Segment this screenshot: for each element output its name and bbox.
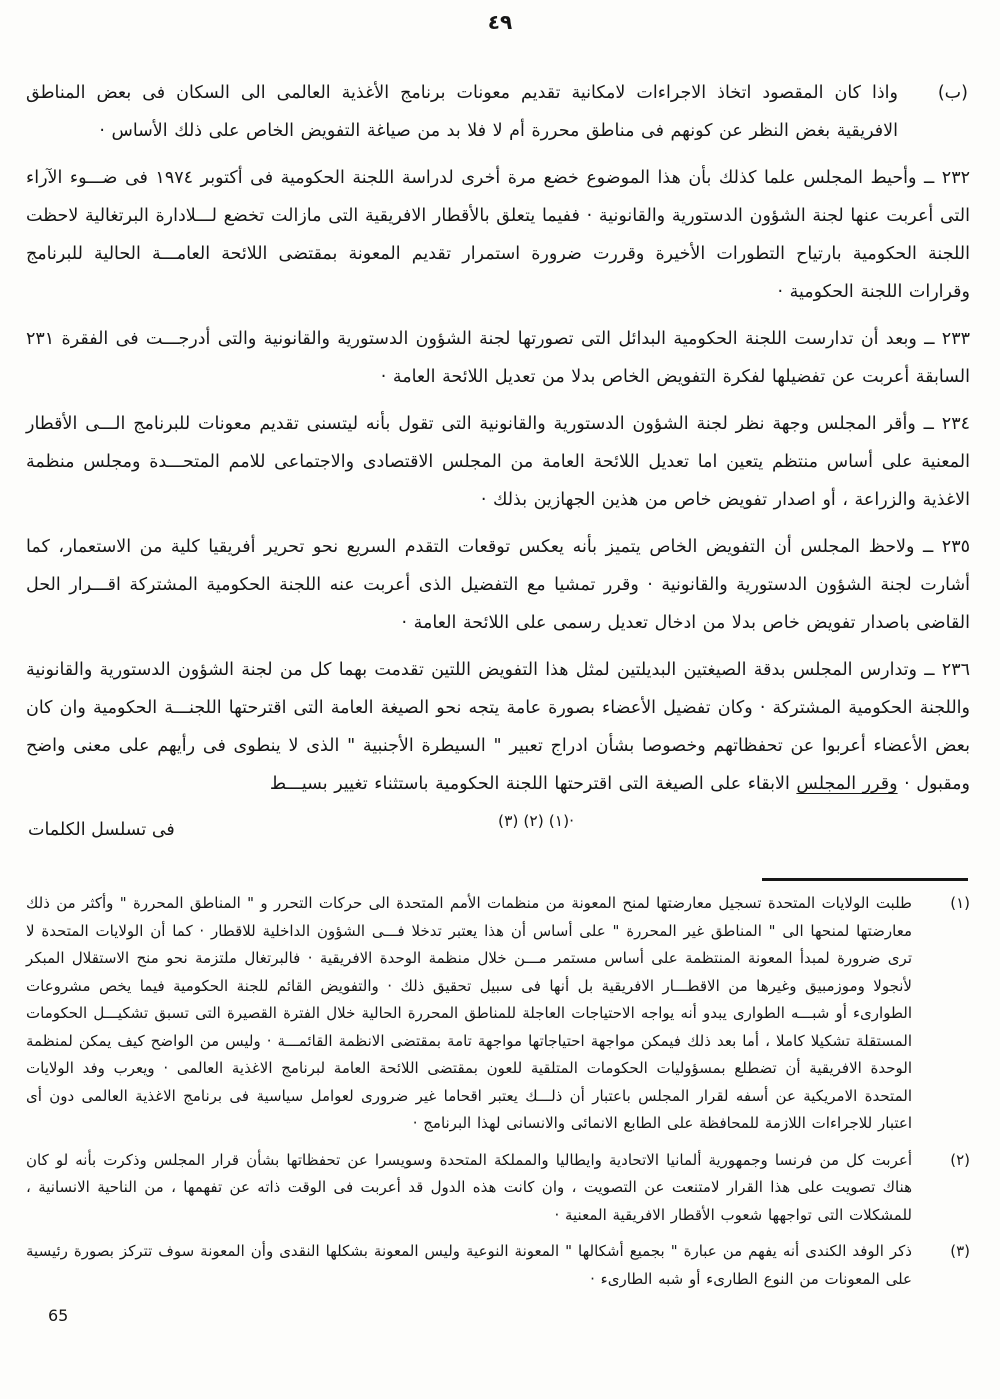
paragraph-236-last-line: [26, 812, 970, 848]
footnote-reference-markers: ·(١) (٢) (٣): [498, 812, 575, 830]
paragraph-236-last-line-text: فى تسلسل الكلمات: [28, 820, 175, 840]
paragraph-item-b: [26, 74, 970, 150]
paragraph-236-underlined-phrase: وقرر المجلس: [796, 774, 898, 794]
paragraph-233: ٢٣٣ ــ وبعد أن تدارست اللجنة الحكومية البدائل التى تصورتها لجنة الشؤون الدستورية والقانونية والتى أدرجـــت فى الفقرة ٢٣١ السابقة أعربت عن تفضيلها لفكرة التفويض الخاص بدلا من تعديل اللائحة العامة ·: [26, 329, 970, 387]
footnote-1: [26, 890, 970, 1138]
paragraph-235: ٢٣٥ ــ ولاحظ المجلس أن التفويض الخاص يتميز بأنه يعكس توقعات التقدم السريع نحو تحرير أفريقيا كلية من الاستعمار، كما أشارت لجنة الشؤون الدستورية والقانونية · وقرر تمشيا مع التفضيل الذى أعربت عنه اللجنة الحكومية المشتركة اقـــرار الحل القاضى باصدار تفويض خاص بدلا من ادخال تعديل رسمى على اللائحة العامة ·: [26, 537, 970, 633]
paragraph-234: ٢٣٤ ــ وأقر المجلس وجهة نظر لجنة الشؤون الدستورية والقانونية التى تقول بأنه ليتسنى تقديم معونات للبرنامج الـــى الأقطار المعنية على أساس منتظم يتعين اما تعديل اللائحة العامة من المجلس الاقتصادى والاجتماعى للامم المتحـــدة ومجلس منظمة الاغذية والزراعة ، أو اصدار تفويض خاص من هذين الجهازين بذلك ·: [26, 414, 970, 510]
footnote-3-marker: (٣): [950, 1242, 970, 1260]
document-body: [26, 74, 970, 848]
footnote-1-text: طلبت الولايات المتحدة تسجيل معارضتها لمنح المعونة من منظمات الأمم المتحدة الى حركات التحرر و " المناطق المحررة " وأكثر من ذلك معارضتها لمنحها الى " المناطق غير المحررة " على أساس أن هذا يعتبر تدخلا فـــى الشؤون الداخلية للاقطار · كما أن الولايات المتحدة لا ترى ضرورة لمبدأ المعونة المنتظمة على أساس مستمر مـــن خلال منظمة الوحدة الافريقية · فالبرتغال ملتزمة نحو منح الاستقلال المبكر لأنجولا وموزمبيق وغيرها من الاقطـــار الافريقية بل أنها فى سبيل تحقيق ذلك · والتفويض القائم للجنة الحكومية فيما يخص مشروعات الطوارىء أو شبـــه الطوارى يبدو أنه يواجه الاحتياجات العاجلة للمناطق المحررة الحالية خلال الفترة القصيرة التى تسبق تشكيـــل الحكومات المستقلة تشكيلا كاملا ، أما بعد ذلك فيمكن مواجهة احتياجاتها مواجهة تامة بمقتضى الانظمة القائمـــة · وليس من الواضح كيف يمكن لمنظمة الوحدة الافريقية أن تضطلع بمسؤوليات الحكومات المتلقية للعون بمقتضى اللائحة العامة لبرنامج الاغذية العالمى · ويعرب وفد الولايات المتحدة الامريكية عن أسفه لقرار المجلس باعتبار أن ذلـــك يعتبر اقحاما غير ضرورى لعوامل سياسية فى برنامج الاغذية العالمى دون أى اعتبار للاجراءات اللازمة للمحافظة على الطابع الانمائى والانسانى لهذا البرنامج ·: [26, 894, 912, 1132]
footnote-2: [26, 1147, 970, 1230]
paragraph-item-b-marker: (ب): [937, 83, 968, 103]
paragraph-item-b-text: واذا كان المقصود اتخاذ الاجراءات لامكانية تقديم معونات برنامج الأغذية العالمى الى السكان فى بعض المناطق الافريقية بغض النظر عن كونهم فى مناطق محررة أم لا فلا بد من صياغة التفويض الخاص على ذلك الأساس ·: [26, 83, 898, 141]
bottom-page-number: 65: [48, 1306, 69, 1325]
footnote-2-marker: (٢): [950, 1150, 970, 1169]
footnote-1-marker: (١): [950, 894, 970, 912]
paragraph-236: [26, 651, 970, 803]
paragraph-236-text-before: ٢٣٦ ــ وتدارس المجلس بدقة الصيغتين البديلتين لمثل هذا التفويض اللتين تقدمت بهما كل من لجنة الشؤون الدستورية والقانونية واللجنة الحكومية المشتركة · وكان تفضيل الأعضاء بصورة عامة يتجه نحو الصيغة العامة التى اقترحتها اللجنـــة الحكومية وان كان بعض الأعضاء أعربوا عن تحفظاتهم وخصوصا بشأن ادراج تعبير " السيطرة الأجنبية " الذى لا ينطوى فى رأيهم على معنى واضح ومقبول ·: [26, 660, 970, 794]
footnote-3: [26, 1238, 970, 1293]
top-page-number: ٤٩: [487, 10, 513, 34]
footnote-separator-rule: [762, 878, 968, 881]
footnote-2-text: أعربت كل من فرنسا وجمهورية ألمانيا الاتحادية وايطاليا والمملكة المتحدة وسويسرا عن تحفظاتها بشأن قرار المجلس وذكرت بأنه لو كان هناك تصويت على هذا القرار لامتنعت عن التصويت ، وان كانت هذه الدول قد أعربت فى الوقت ذاته عن تفهمها ، من الناحية الانسانية ، للمشكلات التى تواجهها شعوب الأقطار الافريقية المعنية ·: [26, 1150, 912, 1224]
paragraph-236-text-after: الابقاء على الصيغة التى اقترحتها اللجنة الحكومية باستثناء تغيير بسيـــط: [269, 774, 797, 794]
footnote-3-text: ذكر الوفد الكندى أنه يفهم من عبارة " بجميع أشكالها " المعونة النوعية وليس المعونة بشكلها النقدى وأن المعونة سوف تتركز بصورة رئيسية على المعونات من النوع الطارىء أو شبه الطارىء ·: [26, 1242, 912, 1288]
footnotes-section: [26, 890, 970, 1302]
paragraph-232: ٢٣٢ ــ وأحيط المجلس علما كذلك بأن هذا الموضوع خضع مرة أخرى لدراسة اللجنة الحكومية فى أكتوبر ١٩٧٤ فى ضـــوء الآراء التى أعربت عنها لجنة الشؤون الدستورية والقانونية · ففيما يتعلق بالأقطار الافريقية التى مازالت تخضع لـــلادارة البرتغالية لاحظت اللجنة الحكومية بارتياح التطورات الأخيرة وقررت ضرورة استمرار تقديم المعونة بمقتضى اللائحة العامـــة الحالية للبرنامج وقرارات اللجنة الحكومية ·: [26, 168, 970, 302]
